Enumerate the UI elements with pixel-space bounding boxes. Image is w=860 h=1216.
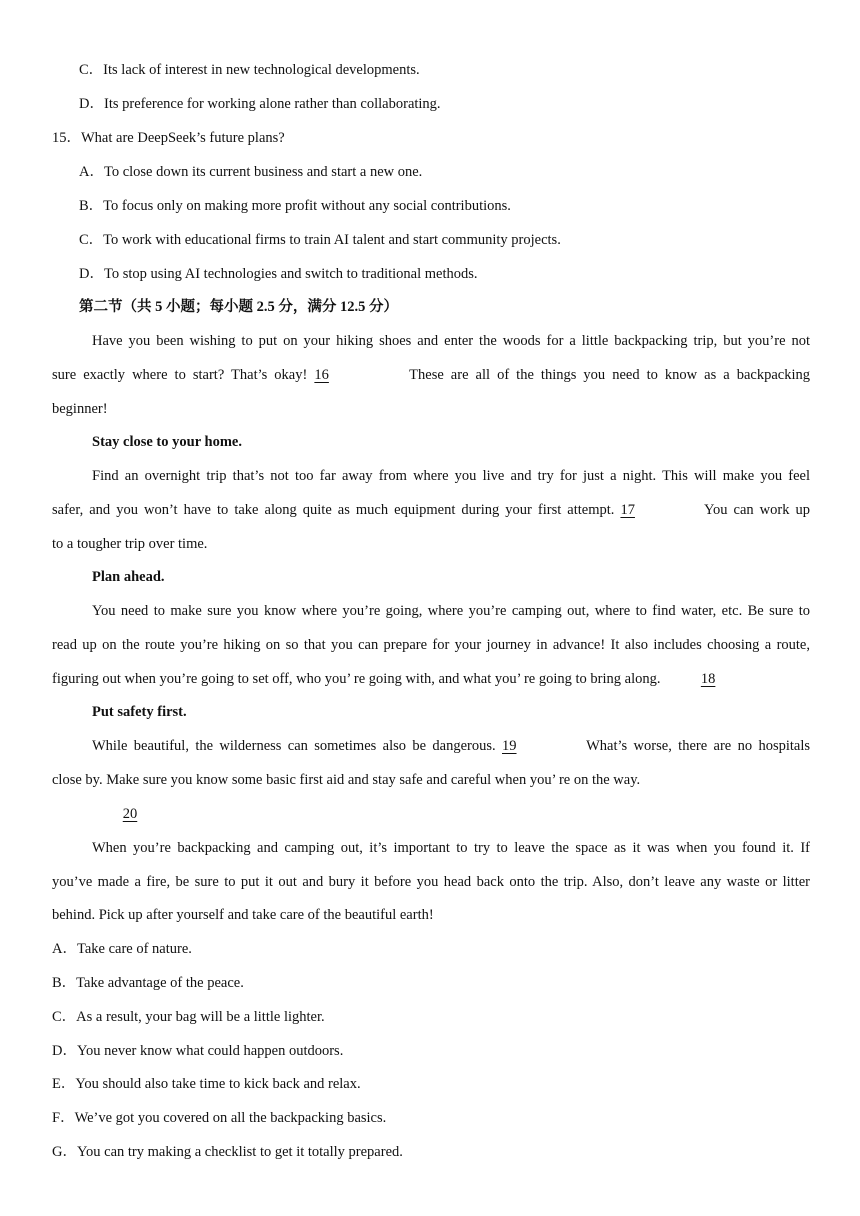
answer-option-d	[52, 1041, 343, 1061]
option-letter: D．	[79, 266, 104, 282]
subheading-stay-close: Stay close to your home.	[92, 434, 242, 450]
answer-option-a	[52, 939, 192, 959]
q15-option-d	[79, 264, 478, 284]
option-text: Take advantage of the peace.	[76, 975, 244, 991]
paragraph-line: behind. Pick up after yourself and take care of the beautiful earth!	[52, 907, 434, 923]
heading-number: 2.5	[256, 299, 275, 315]
blank-number: 17	[620, 502, 635, 518]
text-segment: safer, and you won’t have to take along quite as much equipment during your first attempt.	[52, 502, 615, 518]
option-text: You can try making a checklist to get it totally prepared.	[76, 1144, 403, 1160]
paragraph-line: You need to make sure you know where you’re going, where you’re camping out, where to find water, etc. Be sure to	[92, 603, 810, 619]
text-segment: While beautiful, the wilderness can sometimes also be dangerous.	[92, 738, 496, 754]
paragraph-line: beginner!	[52, 401, 108, 417]
blank-20[interactable]	[92, 804, 168, 824]
option-text: To close down its current business and start a new one.	[103, 164, 423, 180]
q15-option-b	[79, 196, 511, 216]
heading-part: 分，满分	[278, 299, 337, 315]
option-letter: G．	[52, 1144, 77, 1160]
section-heading	[79, 297, 398, 317]
paragraph-line: Find an overnight trip that’s not too far away from where you live and try for just a night. This will make you feel	[92, 468, 810, 484]
option-letter: E．	[52, 1076, 76, 1092]
option-text: To stop using AI technologies and switch to traditional methods.	[103, 266, 478, 282]
option-text: As a result, your bag will be a little lighter.	[76, 1009, 325, 1025]
blank-number: 18	[700, 671, 716, 687]
option-letter: C．	[79, 62, 104, 78]
option-letter: A．	[52, 941, 77, 957]
text-segment: These are all of the things you need to know as a backpacking	[409, 367, 811, 383]
paragraph-line	[52, 500, 810, 520]
option-letter: F．	[52, 1110, 75, 1126]
paragraph-line: you’ve made a fire, be sure to put it out and bury it before you head back onto the trip. Also, don’t leave any waste or litter	[52, 874, 810, 890]
answer-option-c	[52, 1007, 325, 1027]
option-text: Its preference for working alone rather than collaborating.	[103, 96, 441, 112]
blank-16[interactable]	[314, 365, 402, 385]
answer-option-b	[52, 973, 244, 993]
paragraph-line: Have you been wishing to put on your hiking shoes and enter the woods for a little backpacking trip, but you’re not	[92, 333, 810, 349]
text-segment: You can work up	[703, 502, 810, 518]
paragraph-line: When you’re backpacking and camping out, it’s important to try to leave the space as it was when you found it. If	[92, 840, 810, 856]
option-letter: D．	[52, 1043, 77, 1059]
heading-part: 分）	[369, 299, 398, 315]
blank-number: 16	[314, 367, 329, 383]
paragraph-line	[52, 669, 746, 689]
blank-17[interactable]	[620, 500, 698, 520]
option-letter: B．	[52, 975, 77, 991]
heading-number: 5	[155, 299, 163, 315]
paragraph-line: close by. Make sure you know some basic first aid and stay safe and careful when you’ re on the way.	[52, 772, 641, 788]
option-letter: C．	[52, 1009, 77, 1025]
text-segment: figuring out when you’re going to set off, who you’ re going with, and what you’ re going to bring along.	[52, 671, 661, 687]
q15-option-a	[79, 162, 422, 182]
option-text: You should also take time to kick back and relax.	[75, 1076, 361, 1092]
option-letter: A．	[79, 164, 104, 180]
question-text: What are DeepSeek’s future plans?	[81, 130, 285, 146]
heading-number: 12.5	[340, 299, 366, 315]
heading-part: 小题；每小题	[166, 299, 253, 315]
q14-option-d	[79, 94, 441, 114]
option-text: We’ve got you covered on all the backpacking basics.	[74, 1110, 387, 1126]
paragraph-line	[92, 736, 810, 756]
q14-option-c	[79, 60, 420, 80]
text-segment: What’s worse, there are no hospitals	[586, 738, 811, 754]
option-text: To work with educational firms to train AI talent and start community projects.	[103, 232, 561, 248]
paragraph-line	[52, 365, 810, 385]
blank-number: 20	[122, 806, 138, 822]
blank-number: 19	[502, 738, 517, 754]
q15-question	[52, 128, 285, 148]
answer-option-g	[52, 1142, 403, 1162]
blank-20-line	[92, 804, 168, 824]
text-segment: sure exactly where to start? That’s okay!	[52, 367, 308, 383]
option-text: To focus only on making more profit without any social contributions.	[103, 198, 511, 214]
subheading-safety: Put safety first.	[92, 704, 187, 720]
option-text: You never know what could happen outdoors.	[76, 1043, 344, 1059]
answer-option-f	[52, 1108, 386, 1128]
option-letter: B．	[79, 198, 104, 214]
heading-part: 第二节（共	[79, 299, 152, 315]
option-letter: D．	[79, 96, 104, 112]
paragraph-line: read up on the route you’re hiking on so that you can prepare for your journey in advance! It also includes choosing a route,	[52, 637, 810, 653]
blank-18[interactable]	[670, 669, 746, 689]
option-text: Take care of nature.	[76, 941, 192, 957]
subheading-plan-ahead: Plan ahead.	[92, 569, 165, 585]
paragraph-line: to a tougher trip over time.	[52, 536, 208, 552]
option-text: Its lack of interest in new technological developments.	[103, 62, 420, 78]
answer-option-e	[52, 1074, 361, 1094]
q15-option-c	[79, 230, 561, 250]
question-number: 15．	[52, 130, 81, 146]
blank-19[interactable]	[502, 736, 580, 756]
option-letter: C．	[79, 232, 104, 248]
